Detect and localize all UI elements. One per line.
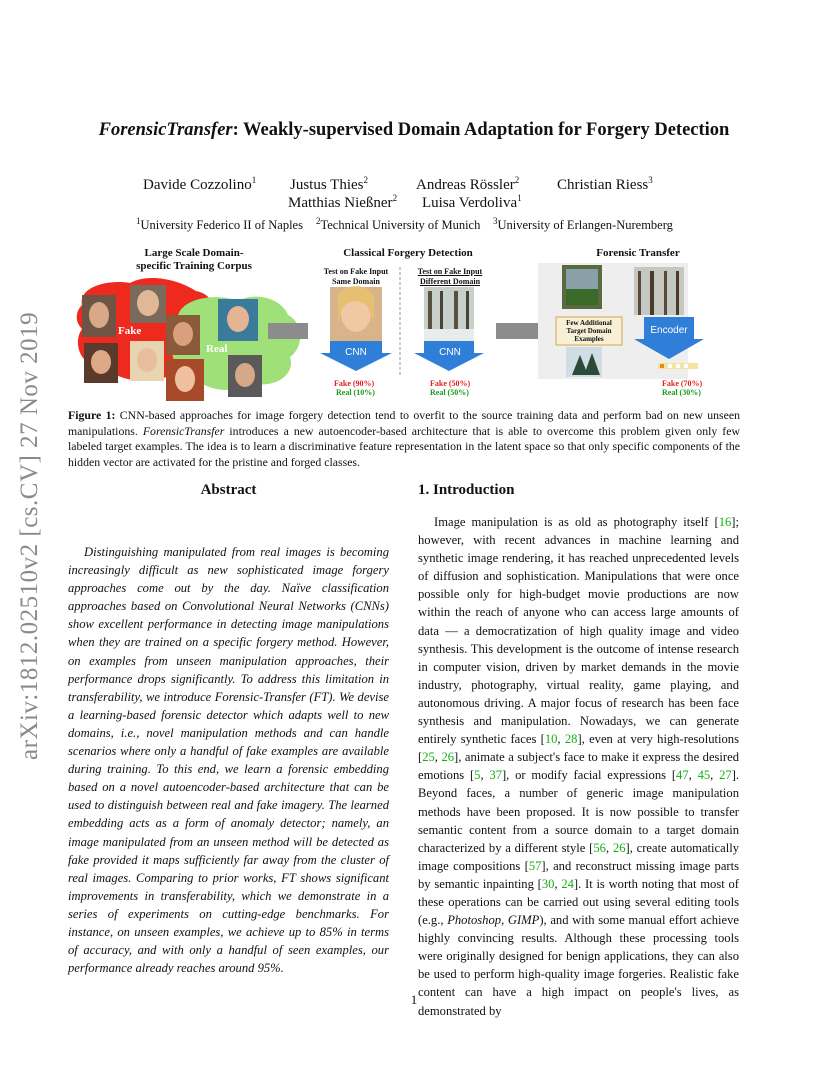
fig-res3-real: Real (30%) [662,388,701,397]
fig-fake-label: Fake [118,325,142,337]
fig-col1-title: Large Scale Domain-specific Training Corpus [136,247,252,272]
fig-real-label: Real [206,343,228,355]
fig-cnn-label-1: CNN [345,347,367,358]
fig-res1-real: Real (10%) [336,388,375,397]
figure-caption: Figure 1: CNN-based approaches for image forgery detection tend to overfit to the source training data and perform bad on new unseen manipulations. ForensicTransfer introduces a new autoencoder-based architecture that is able to overcome this problem given only few labeled target examples. The idea is to learn a discriminative feature representation in the latent space so that only specific components of the hidden vector are activated for the pristine and forged classes. [68,408,740,469]
fig-test-different: Test on Fake Input Different Domain [417,267,483,286]
fig-col3-title: Forensic Transfer [596,247,680,259]
abstract-body: Distinguishing manipulated from real images is becoming increasingly difficult as new sophisticated image forgery approaches come out by the day. Naïve classification approaches based on Convolutional Neural Networks (CNNs) show excellent performance in detecting image manipulations when they are trained on a specific forgery method. However, on examples from unseen manipulation approaches, their performance drops significantly. To address this limitation in transferability, we introduce Forensic-Transfer (FT). We devise a learning-based forensic detector which adapts well to new domains, i.e., novel manipulation methods and can handle scenarios where only a handful of fake examples are available during training. To this end, we learn a forensic embedding based on a novel autoencoder-based architecture that can be used to distinguish between real and fake imagery. The learned embedding acts as a form of anomaly detector; namely, an image manipulated from an unseen method will be detected as fake provided it maps sufficiently far away from the cluster of real images. Comparing to prior works, FT shows significant improvements in transferability, which we demonstrate in a series of experiments on cutting-edge benchmarks. For instance, on unseen examples, we achieve up to 85% in terms of accuracy, and with only a handful of seen examples, our performance already reaches around 95%. [68,545,389,976]
citation-link[interactable]: 24 [561,876,574,891]
citation-link[interactable]: 26 [441,750,455,765]
fig-res2-real: Real (50%) [430,388,469,397]
citation-link[interactable]: 56 [593,840,606,855]
author-1: Davide Cozzolino$^1$ [143,175,257,193]
page-number: 1 [410,992,418,1007]
citation-link[interactable]: 5 [474,768,481,783]
citation-link[interactable]: 57 [528,858,542,873]
citation-link[interactable]: 25 [422,750,435,765]
paper-title [0,120,828,141]
author-4: Christian Riess$^3$ [557,175,653,193]
fig-few-examples: Few Additional Target Domain Examples [566,319,612,343]
title-italic: ForensicTransfer [98,120,233,140]
citation-link[interactable]: 28 [564,732,578,747]
author-6: Luisa Verdoliva$^1$ [422,193,522,211]
abstract-heading: Abstract [200,482,257,498]
citation-link[interactable]: 27 [719,768,732,783]
citation-link[interactable]: 10 [544,732,558,747]
fig-encoder-label: Encoder [650,325,688,336]
author-2: Justus Thies$^2$ [290,175,368,193]
citation-link[interactable]: 45 [697,768,711,783]
intro-body: Image manipulation is as old as photography itself [16]; however, with recent advances in machine learning and synthetic image rendering, it has reached unprecedented levels of diffusion and sophistication. Manipulations that were once possible only for high-budget movie productions are now within the reach of anyone who can access large amounts of data — a democratization of high quality image and video synthesis. This development is the outcome of intense research in computer vision, driven by market demands in the movie industry, photography, virtual reality, game playing, and autonomous driving. A major focus of research has been face synthesis and manipulation. Nowadays, we can generate entirely synthetic faces [10, 28], even at very high-resolutions [25, 26], animate a subject's face to make it express the desired emotions [5, 37], or modify facial expressions [47, 45, 27]. Beyond faces, a number of generic image manipulation methods have been proposed. It is now possible to transfer semantic content from a source domain to a target domain characterized by a different style [56, 26], create automatically image compositions [57], and reconstruct missing image parts by semantic inpainting [30, 24]. It is worth noting that most of these operations can be carried out using several editing tools (e.g., Photoshop, GIMP), and with some manual effort achieve highly convincing results. Although these processing tools were originally designed for benign applications, they can also be used to perform high-quality image forgeries. Realistic fake content can have a high impact on people's lives, as demonstrated by [418,515,740,1018]
citation-link[interactable]: 47 [676,768,689,783]
fig-test-same: Test on Fake Input Same Domain [323,267,389,286]
citation-link[interactable]: 37 [489,768,502,783]
figure-1 [68,243,740,403]
affiliation-1: $^1$University Federico II of Naples [136,215,303,232]
intro-heading: 1. Introduction [418,482,515,498]
citation-link[interactable]: 26 [612,840,626,855]
author-3: Andreas Rössler$^2$ [416,175,520,193]
citation-link[interactable]: 16 [718,515,732,529]
citation-link[interactable]: 30 [541,876,555,891]
affiliation-3: $^3$University of Erlangen-Nuremberg [493,215,673,232]
arxiv-side-stamp: arXiv:1812.02510v2 [cs.CV] 27 Nov 2019 [16,311,43,760]
fig-res3-fake: Fake (70%) [662,379,703,388]
fig-res1-fake: Fake (90%) [334,379,375,388]
author-5: Matthias Nießner$^2$ [288,193,398,211]
fig-col2-title: Classical Forgery Detection [343,247,473,259]
fig-cnn-label-2: CNN [439,347,461,358]
affiliation-2: $^2$Technical University of Munich [316,215,481,232]
fig-res2-fake: Fake (50%) [430,379,471,388]
title-rest: : Weakly-supervised Domain Adaptation for Forgery Detection [232,120,730,140]
